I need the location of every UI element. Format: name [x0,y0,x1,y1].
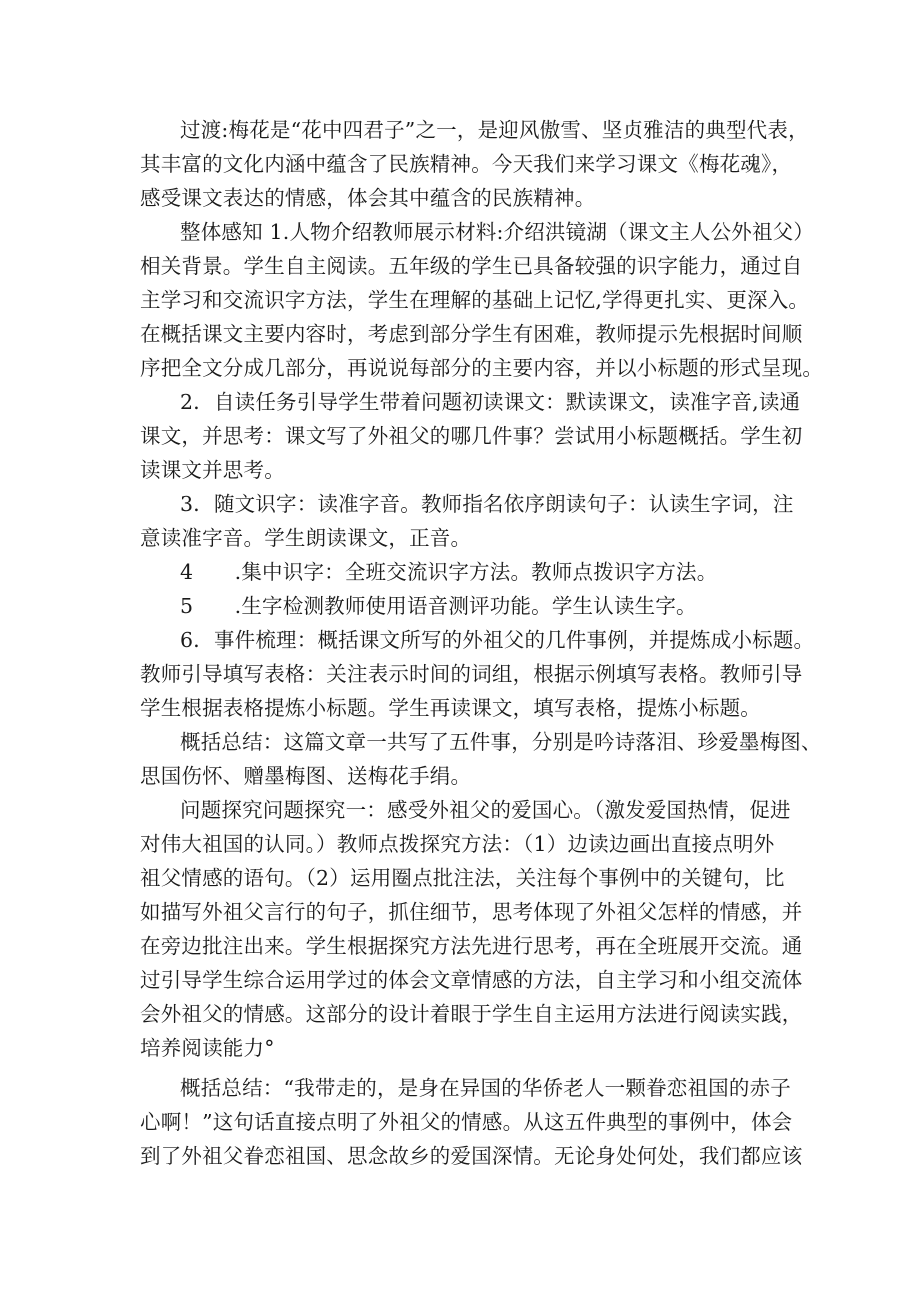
text-line: 培养阅读能力° [140,1036,275,1060]
text-line: 读课文并思考。 [140,458,285,482]
text-line: 到了外祖父眷恋祖国、思念故乡的爱国深情。无论身处何处，我们都应该 [140,1144,803,1168]
text-line: 主学习和交流识字方法，学生在理解的基础上记忆,学得更扎实、更深入。 [140,288,810,312]
text-line: 序把全文分成几部分，再说说每部分的主要内容，并以小标题的形式呈现。 [140,356,824,380]
text-line: 问题探究问题探究一：感受外祖父的爱国心。（激发爱国热情，促进 [180,798,791,822]
text-line: 意读准字音。学生朗读课文，正音。 [140,526,472,550]
text-line: 6．事件梳理：概括课文所写的外祖父的几件事例，并提炼成小标题。 [180,628,815,652]
text-line: 2．自读任务引导学生带着问题初读课文：默读课文，读准字音,读通 [180,390,801,414]
text-line: 学生根据表格提炼小标题。学生再读课文，填写表格，提炼小标题。 [140,696,761,720]
text-line: 祖父情感的语句。（2）运用圈点批注法，关注每个事例中的关键句，比 [140,866,785,890]
text-line: 思国伤怀、赠墨梅图、送梅花手绢。 [140,764,472,788]
text-line: 在旁边批注出来。学生根据探究方法先进行思考，再在全班展开交流。通 [140,934,803,958]
text-line: 感受课文表达的情感，体会其中蕴含的民族精神。 [140,186,596,210]
text-line: 过渡:梅花是“花中四君子”之一，是迎风傲雪、坚贞雅洁的典型代表， [180,118,809,142]
text-line: 5 .生字检测教师使用语音测评功能。学生认读生字。 [180,594,697,618]
text-line: 教师引导填写表格：关注表示时间的词组，根据示例填写表格。教师引导 [140,662,803,686]
text-line: 概括总结：这篇文章一共写了五件事，分别是吟诗落泪、珍爱墨梅图、 [180,730,822,754]
text-line: 4 .集中识字：全班交流识字方法。教师点拨识字方法。 [180,560,718,584]
text-line: 会外祖父的情感。这部分的设计着眼于学生自主运用方法进行阅读实践， [140,1002,803,1026]
text-line: 过引导学生综合运用学过的体会文章情感的方法，自主学习和小组交流体 [140,968,803,992]
text-line: 整体感知 1.人物介绍教师展示材料:介绍洪镜湖（课文主人公外祖父） [180,220,815,244]
text-line: 心啊！”这句话直接点明了外祖父的情感。从这五件典型的事例中，体会 [140,1110,793,1134]
text-line: 其丰富的文化内涵中蕴含了民族精神。今天我们来学习课文《梅花魂》， [140,152,793,176]
text-line: 3．随文识字：读准字音。教师指名依序朗读句子：认读生字词，注 [180,492,794,516]
text-line: 对伟大祖国的认同。）教师点拨探究方法：（1）边读边画出直接点明外 [140,832,775,856]
text-line: 概括总结：“我带走的，是身在异国的华侨老人一颗眷恋祖国的赤子 [180,1076,791,1100]
text-line: 相关背景。学生自主阅读。五年级的学生已具备较强的识字能力，通过自 [140,254,803,278]
text-line: 在概括课文主要内容时，考虑到部分学生有困难，教师提示先根据时间顺 [140,322,803,346]
text-line: 如描写外祖父言行的句子，抓住细节，思考体现了外祖父怎样的情感，并 [140,900,803,924]
text-line: 课文，并思考：课文写了外祖父的哪几件事？尝试用小标题概括。学生初 [140,424,803,448]
